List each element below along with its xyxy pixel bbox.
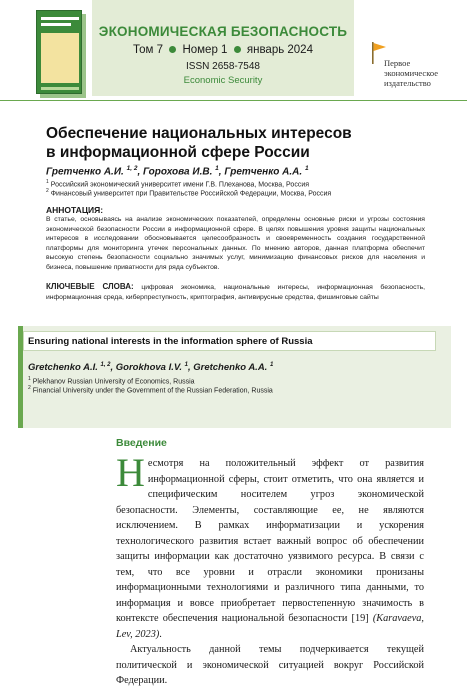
paragraph-text: есмотря на положительный эффект от развития информационной сферы, стоит отметить, что она является и специфическим носителем угроз экономической безопасности. Элементы, составляющие ее, не являются исключением. В рамках информатизации и ускорения технологического развития встает важный вопрос об обеспечении защиты информации как достаточно уязвимого ресурса. В связи с тем, что все уровни и отрасли экономики пронизаны информационными технологиями и различного типа данными, то информация и вовсе приобретает первостепенную значимость в контексте обеспечения национальной безопасности [19] — [116, 458, 424, 624]
english-affiliation — [28, 385, 428, 394]
author-affil-ref: 1, 2 — [126, 165, 138, 172]
journal-issue — [92, 44, 354, 56]
author-affil-ref: 1, 2 — [100, 362, 111, 368]
affiliation-text: Financial University under the Government of the Russian Federation, Russia — [32, 387, 273, 395]
affiliation-ref: 1 — [28, 376, 31, 382]
affiliation-ref: 1 — [46, 179, 49, 185]
keywords — [46, 282, 425, 303]
author-affil-ref: 1 — [304, 165, 309, 172]
journal-number: Номер 1 — [182, 44, 228, 56]
cover-strip — [41, 87, 79, 90]
author-affil-ref: 1 — [215, 165, 219, 172]
english-author-list: Gretchenko A.I. $^{1, 2}$, Gorokhova I.V. $^1$, Gretchenko A.A. $^1$ — [28, 362, 274, 374]
paragraph-end: . — [159, 628, 162, 640]
affiliation — [46, 188, 446, 197]
section-heading-introduction: Введение — [116, 437, 167, 449]
journal-header — [0, 0, 467, 102]
affiliation-ref: 2 — [46, 188, 49, 194]
publisher-name — [384, 58, 464, 88]
affiliation — [46, 179, 446, 188]
paragraph — [116, 450, 424, 642]
keywords-label: КЛЮЧЕВЫЕ СЛОВА: — [46, 282, 134, 291]
journal-volume: Том 7 — [133, 44, 164, 56]
publisher-line-2: экономическое — [384, 68, 439, 78]
article-title — [46, 124, 446, 162]
cover-subtitle-bar — [41, 23, 71, 26]
affiliation-ref: 2 — [28, 385, 31, 391]
journal-date: январь 2024 — [246, 44, 313, 56]
journal-issn: ISSN 2658-7548 — [186, 61, 260, 72]
author-name: Gorokhova I.V. — [115, 362, 182, 374]
publisher-line-3: издательство — [384, 78, 431, 88]
bullet-dot-icon — [234, 46, 241, 53]
abstract-heading: АННОТАЦИЯ: — [46, 205, 104, 215]
english-title: Ensuring national interests in the information sphere of Russia — [28, 336, 313, 347]
article-title-line-2: в информационной сфере России — [46, 144, 310, 161]
english-affiliation — [28, 376, 428, 385]
bullet-dot-icon — [169, 46, 176, 53]
affiliation-text: Финансовый университет при Правительстве Российской Федерации, Москва, Россия — [50, 190, 332, 198]
journal-cover-image — [36, 10, 82, 94]
citation: (Karavaeva, Lev, 2023) — [116, 613, 424, 640]
author-name: Горохова И.В. — [143, 166, 213, 178]
journal-title-en: Economic Security — [183, 75, 263, 86]
author-name: Гретченко А.И. — [46, 166, 124, 178]
paragraph: Актуальность данной темы подчеркивается текущей политической и экономической ситуацией вокруг Российской Федерации. — [116, 644, 424, 686]
author-name: Гретченко А.А. — [224, 166, 303, 178]
author-name: Gretchenko A.A. — [193, 362, 268, 374]
author-name: Gretchenko A.I. — [28, 362, 98, 374]
header-divider — [0, 100, 467, 101]
article-title-line-1: Обеспечение национальных интересов — [46, 125, 352, 142]
cover-title-bar — [41, 17, 79, 20]
affiliation-text: Российский экономический университет имени Г.В. Плеханова, Москва, Россия — [50, 181, 310, 189]
keywords-text: цифровая экономика, национальные интересы, информационная безопасность, информационная среда, киберпреступность, криптография, антивирусные средства, фишинговые сайты — [46, 284, 426, 301]
publisher-line-1: Первое — [384, 58, 411, 68]
author-affil-ref: 1 — [184, 362, 188, 368]
author-list: Гретченко А.И. $^{1, 2}$, Горохова И.В. $^1$, Гретченко А.А. $^1$ — [46, 165, 309, 178]
affiliation-text: Plekhanov Russian University of Economics, Russia — [32, 378, 195, 386]
author-affil-ref: 1 — [269, 362, 274, 368]
cover-panel — [41, 33, 79, 83]
drop-cap: Н — [116, 450, 145, 495]
journal-title: ЭКОНОМИЧЕСКАЯ БЕЗОПАСНОСТЬ — [98, 24, 348, 39]
abstract-text: В статье, основываясь на анализе экономических показателей, определены основные риски и угрозы состояния экономической безопасности России в информационной сфере. В целях повышения уровня защиты национальных интересов в исследовании обосновывается целесообразность и своевременность создания государственной платформы для мониторинга утечек персональных данных. По мнению авторов, данная платформа обеспечит высокую степень безопасности социально значимых услуг, минимизацию финансовых рисков для населения и бизнеса, повышение приватности для ряда субъектов. — [46, 216, 425, 271]
introduction-body — [116, 450, 424, 689]
